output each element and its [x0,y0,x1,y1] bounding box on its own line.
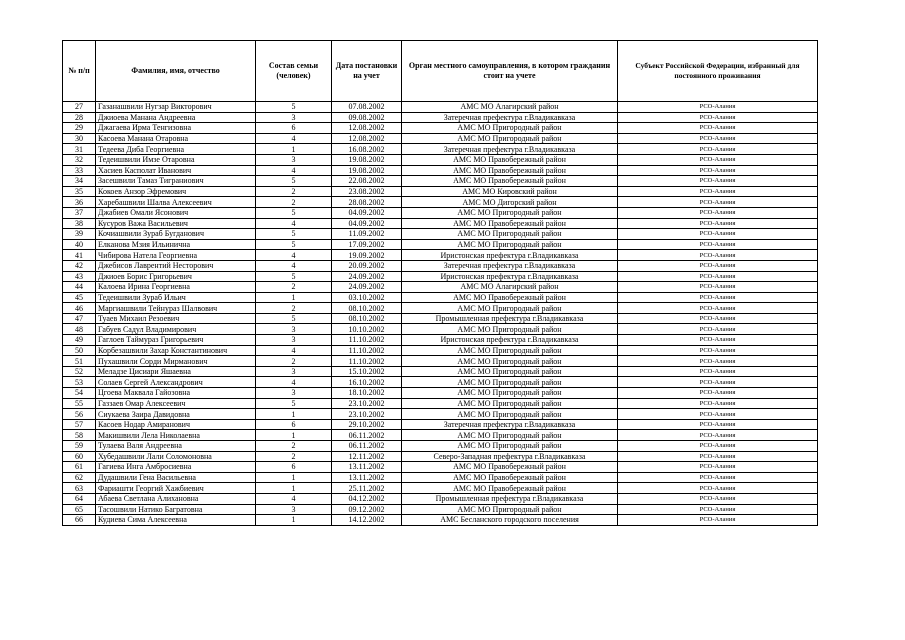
registration-date: 04.09.2002 [332,207,402,218]
authority-name: Затеречная префектура г.Владикавказа [402,419,618,430]
person-name: Корбезашвили Захар Константинович [96,345,256,356]
authority-name: АМС МО Правобережный район [402,292,618,303]
table-row [63,303,818,314]
authority-name: АМС МО Пригородный район [402,345,618,356]
registration-date: 13.11.2002 [332,472,402,483]
person-name: Кусуров Важа Васильевич [96,218,256,229]
subject-name: РСО-Алания [618,154,818,165]
row-number: 27 [63,102,96,113]
family-size: 1 [256,515,332,526]
table-row [63,377,818,388]
family-size: 2 [256,186,332,197]
subject-name: РСО-Алания [618,303,818,314]
person-name: Меладзе Цисиари Яшаевна [96,366,256,377]
table-row [63,229,818,240]
authority-name: Иристонская префектура г.Владикавказа [402,335,618,346]
authority-name: АМС МО Кировский район [402,186,618,197]
table-row [63,176,818,187]
table-row [63,366,818,377]
table-row [63,462,818,473]
authority-name: Промышленная префектура г.Владикавказа [402,313,618,324]
family-size: 3 [256,504,332,515]
subject-name: РСО-Алания [618,112,818,123]
family-size: 1 [256,292,332,303]
row-number: 42 [63,260,96,271]
row-number: 57 [63,419,96,430]
person-name: Пухашвили Сорди Мирманович [96,356,256,367]
row-number: 30 [63,133,96,144]
subject-name: РСО-Алания [618,260,818,271]
registration-date: 18.10.2002 [332,388,402,399]
row-number: 50 [63,345,96,356]
row-number: 52 [63,366,96,377]
registration-date: 12.08.2002 [332,123,402,134]
table-row [63,430,818,441]
person-name: Хубедашвили Лали Соломоновна [96,451,256,462]
row-number: 39 [63,229,96,240]
authority-name: АМС МО Пригородный район [402,123,618,134]
authority-name: АМС МО Пригородный район [402,441,618,452]
row-number: 36 [63,197,96,208]
subject-name: РСО-Алания [618,356,818,367]
row-number: 35 [63,186,96,197]
row-number: 55 [63,398,96,409]
person-name: Тедеишвили Имзе Отаровна [96,154,256,165]
family-size: 1 [256,472,332,483]
family-size: 3 [256,112,332,123]
col-header-number: № п/п [63,41,96,102]
row-number: 51 [63,356,96,367]
authority-name: АМС МО Пригородный район [402,207,618,218]
registration-date: 16.10.2002 [332,377,402,388]
subject-name: РСО-Алания [618,239,818,250]
row-number: 65 [63,504,96,515]
subject-name: РСО-Алания [618,133,818,144]
row-number: 64 [63,493,96,504]
registration-date: 08.10.2002 [332,303,402,314]
table-row [63,123,818,134]
family-size: 4 [256,133,332,144]
table-row [63,483,818,494]
subject-name: РСО-Алания [618,472,818,483]
authority-name: Затеречная префектура г.Владикавказа [402,144,618,155]
person-name: Гаглоев Таймураз Григорьевич [96,335,256,346]
family-size: 3 [256,366,332,377]
person-name: Касоев Нодар Амиранович [96,419,256,430]
row-number: 47 [63,313,96,324]
person-name: Тулаева Валя Андреевна [96,441,256,452]
registration-date: 23.10.2002 [332,409,402,420]
authority-name: АМС МО Пригородный район [402,239,618,250]
person-name: Калоева Ирина Георгиевна [96,282,256,293]
registration-date: 13.11.2002 [332,462,402,473]
family-size: 2 [256,356,332,367]
person-name: Фариашти Георгий Хажбиевич [96,483,256,494]
registration-date: 09.12.2002 [332,504,402,515]
table-row [63,218,818,229]
registration-date: 19.09.2002 [332,250,402,261]
family-size: 1 [256,144,332,155]
row-number: 32 [63,154,96,165]
person-name: Тедеева Диба Георгиевна [96,144,256,155]
table-row [63,472,818,483]
family-size: 3 [256,324,332,335]
person-name: Туаев Михаил Резоевич [96,313,256,324]
registration-date: 12.08.2002 [332,133,402,144]
person-name: Джиоева Манана Андреевна [96,112,256,123]
subject-name: РСО-Алания [618,504,818,515]
registration-date: 23.10.2002 [332,398,402,409]
family-size: 5 [256,176,332,187]
family-size: 5 [256,239,332,250]
registration-date: 15.10.2002 [332,366,402,377]
registration-date: 11.10.2002 [332,335,402,346]
registry-table [62,40,818,526]
row-number: 56 [63,409,96,420]
row-number: 45 [63,292,96,303]
row-number: 66 [63,515,96,526]
subject-name: РСО-Алания [618,165,818,176]
row-number: 53 [63,377,96,388]
authority-name: АМС МО Пригородный район [402,229,618,240]
family-size: 1 [256,409,332,420]
subject-name: РСО-Алания [618,271,818,282]
row-number: 54 [63,388,96,399]
family-size: 4 [256,165,332,176]
subject-name: РСО-Алания [618,102,818,113]
row-number: 41 [63,250,96,261]
table-row [63,345,818,356]
person-name: Кочиашвили Зураб Бугданович [96,229,256,240]
family-size: 4 [256,250,332,261]
family-size: 4 [256,260,332,271]
registration-date: 20.09.2002 [332,260,402,271]
registration-date: 28.08.2002 [332,197,402,208]
person-name: Касоева Манана Отаровна [96,133,256,144]
authority-name: АМС МО Пригородный район [402,324,618,335]
registration-date: 09.08.2002 [332,112,402,123]
family-size: 4 [256,218,332,229]
table-row [63,271,818,282]
registration-date: 17.09.2002 [332,239,402,250]
authority-name: АМС МО Правобережный район [402,483,618,494]
person-name: Макишвили Лела Николаевна [96,430,256,441]
authority-name: АМС МО Правобережный район [402,165,618,176]
authority-name: Северо-Западная префектура г.Владикавказа [402,451,618,462]
registration-date: 04.09.2002 [332,218,402,229]
authority-name: АМС МО Дигорский район [402,197,618,208]
person-name: Абаева Светлана Алихановна [96,493,256,504]
authority-name: АМС МО Пригородный район [402,430,618,441]
family-size: 5 [256,207,332,218]
row-number: 60 [63,451,96,462]
registration-date: 23.08.2002 [332,186,402,197]
family-size: 3 [256,388,332,399]
person-name: Тедеишвили Зураб Ильич [96,292,256,303]
table-row [63,154,818,165]
subject-name: РСО-Алания [618,292,818,303]
person-name: Газзаев Омар Алексеевич [96,398,256,409]
row-number: 38 [63,218,96,229]
authority-name: АМС МО Правобережный район [402,176,618,187]
registration-date: 04.12.2002 [332,493,402,504]
subject-name: РСО-Алания [618,493,818,504]
family-size: 2 [256,451,332,462]
family-size: 5 [256,313,332,324]
subject-name: РСО-Алания [618,451,818,462]
person-name: Дудашвили Гена Васильевна [96,472,256,483]
registration-date: 03.10.2002 [332,292,402,303]
subject-name: РСО-Алания [618,388,818,399]
person-name: Солаев Сергей Александрович [96,377,256,388]
family-size: 6 [256,462,332,473]
family-size: 5 [256,229,332,240]
col-header-subject: Субъект Российской Федерации, избранный для постоянного проживания [618,41,818,102]
subject-name: РСО-Алания [618,377,818,388]
table-row [63,451,818,462]
family-size: 1 [256,430,332,441]
table-row [63,419,818,430]
table-row [63,356,818,367]
registration-date: 19.08.2002 [332,154,402,165]
subject-name: РСО-Алания [618,229,818,240]
person-name: Гагиева Инга Амбросиевна [96,462,256,473]
authority-name: АМС МО Правобережный район [402,472,618,483]
row-number: 44 [63,282,96,293]
authority-name: АМС МО Пригородный район [402,377,618,388]
subject-name: РСО-Алания [618,441,818,452]
registration-date: 07.08.2002 [332,102,402,113]
table-row [63,388,818,399]
person-name: Сиукаева Заира Давидовна [96,409,256,420]
authority-name: АМС МО Пригородный район [402,303,618,314]
table-row [63,112,818,123]
family-size: 2 [256,197,332,208]
authority-name: АМС МО Пригородный район [402,398,618,409]
authority-name: АМС МО Правобережный район [402,462,618,473]
person-name: Джагаева Ирма Тенгизовна [96,123,256,134]
table-row [63,335,818,346]
authority-name: Промышленная префектура г.Владикавказа [402,493,618,504]
row-number: 49 [63,335,96,346]
authority-name: АМС МО Правобережный район [402,154,618,165]
family-size: 2 [256,282,332,293]
row-number: 43 [63,271,96,282]
person-name: Маргиашвили Тейнураз Шалвович [96,303,256,314]
authority-name: АМС МО Правобережный район [402,218,618,229]
family-size: 6 [256,419,332,430]
authority-name: АМС МО Пригородный район [402,356,618,367]
registration-date: 11.10.2002 [332,345,402,356]
person-name: Джебисов Лаврентий Несторович [96,260,256,271]
registration-date: 14.12.2002 [332,515,402,526]
person-name: Кокоев Анзор Эфремович [96,186,256,197]
table-row [63,313,818,324]
row-number: 61 [63,462,96,473]
row-number: 28 [63,112,96,123]
person-name: Газанашвили Нугзар Викторович [96,102,256,113]
subject-name: РСО-Алания [618,313,818,324]
table-row [63,133,818,144]
registry-sheet [62,40,817,526]
family-size: 5 [256,271,332,282]
row-number: 46 [63,303,96,314]
person-name: Чибирова Натела Георгиевна [96,250,256,261]
table-row [63,186,818,197]
authority-name: Затеречная префектура г.Владикавказа [402,260,618,271]
registration-date: 06.11.2002 [332,430,402,441]
table-body [63,102,818,526]
family-size: 5 [256,398,332,409]
table-row [63,207,818,218]
registration-date: 22.08.2002 [332,176,402,187]
table-header-row [63,41,818,102]
subject-name: РСО-Алания [618,515,818,526]
row-number: 29 [63,123,96,134]
row-number: 31 [63,144,96,155]
subject-name: РСО-Алания [618,144,818,155]
authority-name: АМС МО Алагирский район [402,102,618,113]
subject-name: РСО-Алания [618,419,818,430]
person-name: Елканова Мзия Ильинична [96,239,256,250]
table-row [63,409,818,420]
person-name: Засешвили Тамаз Тиграниович [96,176,256,187]
row-number: 59 [63,441,96,452]
table-row [63,102,818,113]
registration-date: 08.10.2002 [332,313,402,324]
col-header-family-size: Состав семьи (человек) [256,41,332,102]
registration-date: 06.11.2002 [332,441,402,452]
registration-date: 19.08.2002 [332,165,402,176]
row-number: 37 [63,207,96,218]
authority-name: АМС МО Пригородный район [402,133,618,144]
subject-name: РСО-Алания [618,366,818,377]
table-row [63,493,818,504]
table-row [63,504,818,515]
row-number: 33 [63,165,96,176]
authority-name: АМС МО Пригородный район [402,409,618,420]
authority-name: АМС МО Пригородный район [402,504,618,515]
row-number: 48 [63,324,96,335]
table-row [63,324,818,335]
family-size: 2 [256,441,332,452]
subject-name: РСО-Алания [618,335,818,346]
table-row [63,144,818,155]
row-number: 62 [63,472,96,483]
family-size: 4 [256,493,332,504]
authority-name: Иристонская префектура г.Владикавказа [402,250,618,261]
family-size: 2 [256,303,332,314]
subject-name: РСО-Алания [618,324,818,335]
registration-date: 24.09.2002 [332,282,402,293]
table-row [63,515,818,526]
registration-date: 10.10.2002 [332,324,402,335]
subject-name: РСО-Алания [618,186,818,197]
table-row [63,282,818,293]
registration-date: 24.09.2002 [332,271,402,282]
person-name: Джабиев Омали Ясонович [96,207,256,218]
row-number: 63 [63,483,96,494]
subject-name: РСО-Алания [618,483,818,494]
col-header-registration-date: Дата постановки на учет [332,41,402,102]
col-header-name: Фамилия, имя, отчество [96,41,256,102]
authority-name: АМС МО Пригородный район [402,366,618,377]
person-name: Цгоева Маквала Гайозовна [96,388,256,399]
row-number: 34 [63,176,96,187]
subject-name: РСО-Алания [618,282,818,293]
row-number: 40 [63,239,96,250]
subject-name: РСО-Алания [618,250,818,261]
registration-date: 29.10.2002 [332,419,402,430]
family-size: 4 [256,377,332,388]
authority-name: Затеречная префектура г.Владикавказа [402,112,618,123]
family-size: 5 [256,102,332,113]
table-row [63,197,818,208]
col-header-authority: Орган местного самоуправления, в котором гражданин стоит на учете [402,41,618,102]
subject-name: РСО-Алания [618,197,818,208]
registration-date: 12.11.2002 [332,451,402,462]
subject-name: РСО-Алания [618,345,818,356]
subject-name: РСО-Алания [618,176,818,187]
family-size: 4 [256,345,332,356]
person-name: Джиоев Борис Григорьевич [96,271,256,282]
subject-name: РСО-Алания [618,218,818,229]
registration-date: 11.10.2002 [332,356,402,367]
table-row [63,292,818,303]
authority-name: Иристонская префектура г.Владикавказа [402,271,618,282]
person-name: Хасиев Касполат Иванович [96,165,256,176]
family-size: 6 [256,123,332,134]
table-row [63,250,818,261]
person-name: Харебашвили Шалва Алексеевич [96,197,256,208]
subject-name: РСО-Алания [618,409,818,420]
subject-name: РСО-Алания [618,123,818,134]
family-size: 3 [256,335,332,346]
person-name: Кудиева Сима Алексеевна [96,515,256,526]
person-name: Габуев Садул Владимирович [96,324,256,335]
row-number: 58 [63,430,96,441]
table-row [63,239,818,250]
registration-date: 25.11.2002 [332,483,402,494]
table-row [63,398,818,409]
family-size: 3 [256,154,332,165]
subject-name: РСО-Алания [618,207,818,218]
person-name: Тасошвили Натико Багратовна [96,504,256,515]
table-row [63,441,818,452]
subject-name: РСО-Алания [618,398,818,409]
subject-name: РСО-Алания [618,462,818,473]
authority-name: АМС МО Алагирский район [402,282,618,293]
registration-date: 16.08.2002 [332,144,402,155]
authority-name: АМС МО Пригородный район [402,388,618,399]
authority-name: АМС Бесланского городского поселения [402,515,618,526]
table-row [63,165,818,176]
table-row [63,260,818,271]
subject-name: РСО-Алания [618,430,818,441]
registration-date: 11.09.2002 [332,229,402,240]
family-size: 1 [256,483,332,494]
